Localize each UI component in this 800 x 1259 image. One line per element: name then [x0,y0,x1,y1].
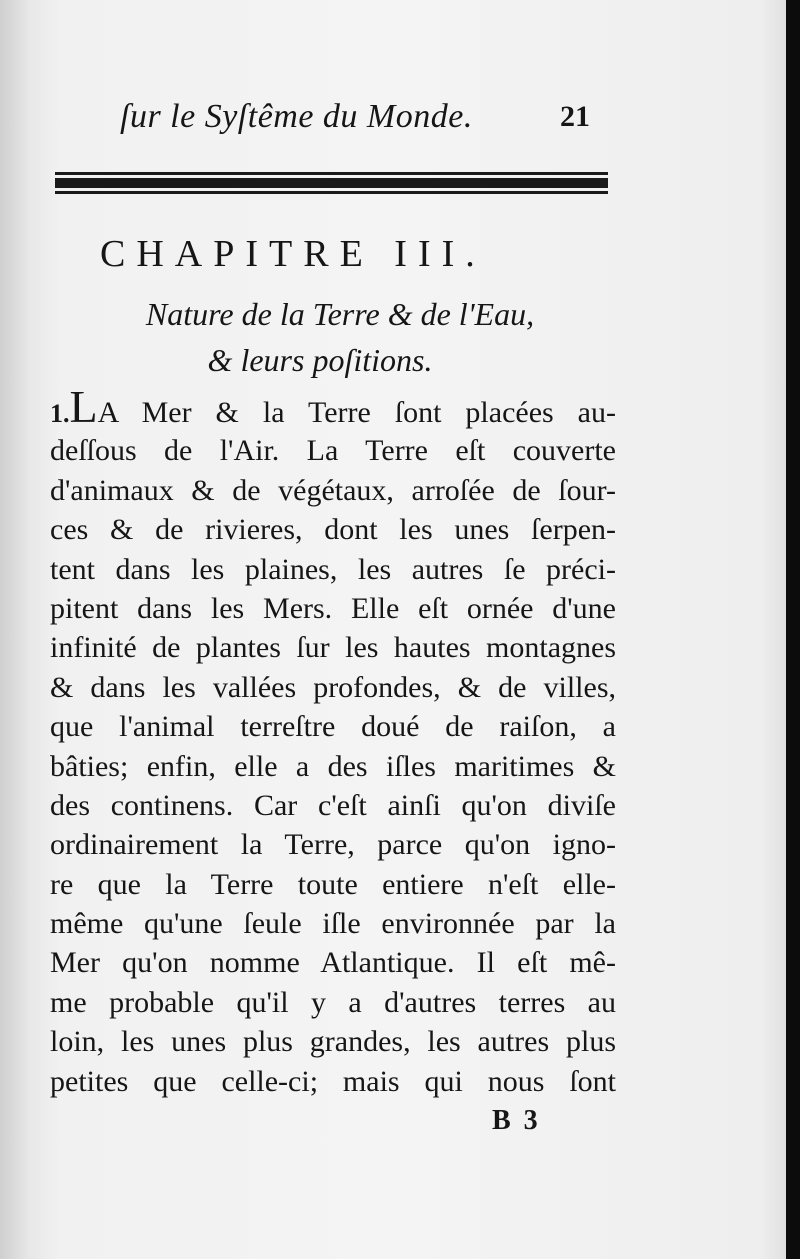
text-line: bâties; enfin, elle a des iſles maritimes & [50,749,616,783]
running-head: ſur le Syſtême du Monde. [120,98,473,135]
signature-mark: B 3 [492,1105,541,1136]
paragraph-number: 1. [50,399,70,428]
text-line: pitent dans les Mers. Elle eſt ornée d'une [50,591,616,625]
text-line: infinité de plantes ſur les hautes montagnes [50,631,616,665]
text-line: des continens. Car c'eſt ainſi qu'on diviſe [50,788,616,822]
body-text [50,381,616,1101]
text-line: petites que celle-ci; mais qui nous ſont [50,1064,616,1098]
text-line: 1.LA Mer & la Terre ſont placées au- [50,381,616,432]
text-line: ordinairement la Terre, parce qu'on igno- [50,828,616,862]
chapter-title: CHAPITRE III. [100,233,486,275]
text-line: ces & de rivieres, dont les unes ſerpen- [50,513,616,547]
head-rule [55,172,608,194]
chapter-subtitle-line-2: & leurs poſitions. [207,342,433,378]
drop-cap: L [69,381,98,432]
chapter-subtitle-line-1: Nature de la Terre & de l'Eau, [145,296,535,332]
text-line: re que la Terre toute entiere n'eſt elle- [50,867,616,901]
text-line: me probable qu'il y a d'autres terres au [50,985,616,1019]
text-line: deſſous de l'Air. La Terre eſt couverte [50,434,616,468]
text-line: & dans les vallées profondes, & de villes, [50,670,616,704]
text-line: tent dans les plaines, les autres ſe préci- [50,552,616,586]
page-number: 21 [560,100,590,133]
text-line: loin, les unes plus grandes, les autres plus [50,1025,616,1059]
text-line: d'animaux & de végétaux, arroſée de ſour- [50,473,616,507]
text-line: Mer qu'on nomme Atlantique. Il eſt mê- [50,946,616,980]
text-line: que l'animal terreſtre doué de raiſon, a [50,710,616,744]
text-line: même qu'une ſeule iſle environnée par la [50,907,616,941]
